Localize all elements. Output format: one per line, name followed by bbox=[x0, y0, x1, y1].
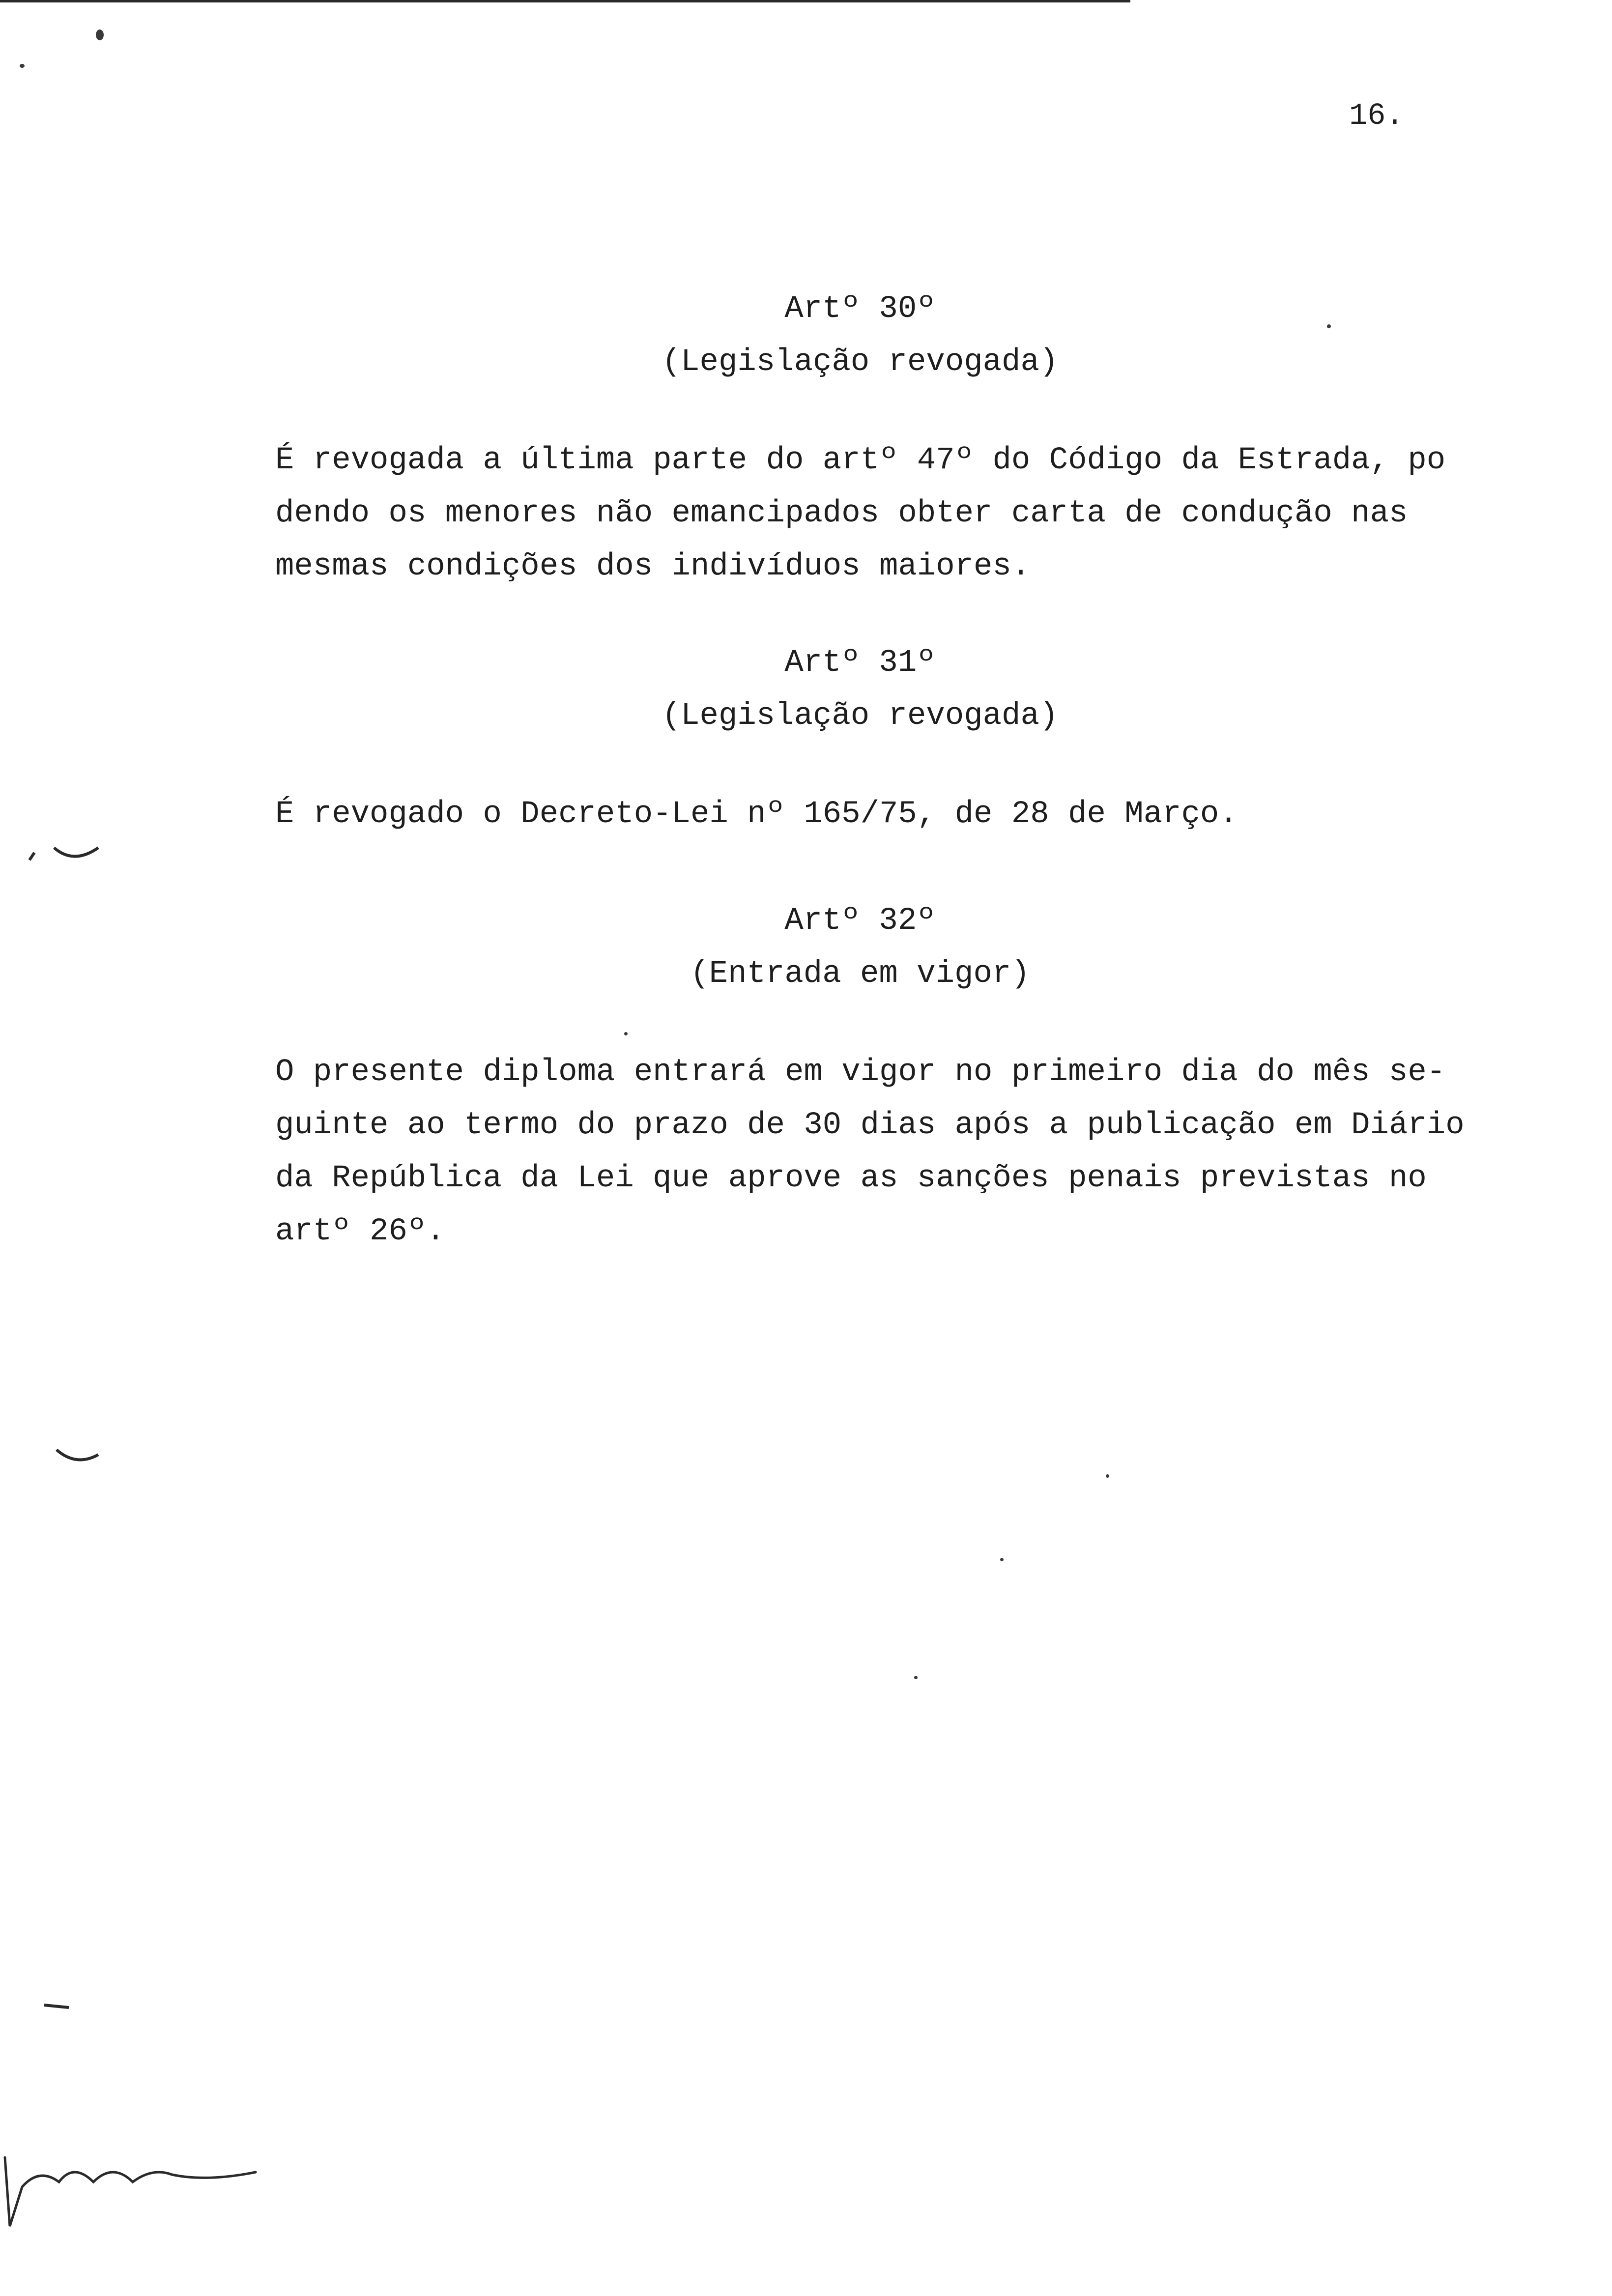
scan-speck bbox=[20, 64, 25, 68]
article-title: (Legislação revogada) bbox=[662, 698, 1059, 734]
scan-speck bbox=[96, 29, 104, 40]
article-heading bbox=[275, 894, 1175, 1001]
article-31 bbox=[275, 636, 1553, 841]
margin-mark bbox=[39, 1995, 79, 2015]
article-body: É revogado o Decreto-Lei nº 165/75, de 28 de Março. bbox=[275, 797, 1238, 832]
page-number: 16. bbox=[1349, 98, 1404, 133]
article-body: É revogada a última parte do artº 47º do Código da Estrada, po dendo os menores não emancipados obter carta de condução nas mesmas condições dos indivíduos maiores. bbox=[275, 443, 1446, 584]
article-32 bbox=[275, 894, 1553, 1258]
article-heading bbox=[275, 636, 1175, 743]
article-number: Artº 31º bbox=[784, 645, 936, 681]
scan-speck bbox=[1106, 1474, 1109, 1478]
scan-speck bbox=[624, 1032, 628, 1035]
scan-speck bbox=[914, 1676, 918, 1679]
article-title: (Entrada em vigor) bbox=[690, 956, 1030, 992]
handwritten-signature bbox=[0, 2128, 265, 2246]
article-body: O presente diploma entrará em vigor no primeiro dia do mês se- guinte ao termo do prazo de 30 dias após a publicação em Diário da República da Lei que aprove as sanções penais previstas no artº 26º. bbox=[275, 1055, 1465, 1249]
article-30 bbox=[275, 283, 1553, 593]
margin-mark bbox=[49, 1440, 108, 1479]
margin-mark bbox=[20, 826, 108, 870]
scan-speck bbox=[1000, 1558, 1004, 1561]
scan-speck bbox=[1327, 324, 1331, 328]
article-number: Artº 30º bbox=[784, 291, 936, 327]
top-rule bbox=[0, 0, 1130, 2]
article-number: Artº 32º bbox=[784, 903, 936, 939]
article-heading bbox=[275, 283, 1175, 389]
article-title: (Legislação revogada) bbox=[662, 344, 1059, 380]
